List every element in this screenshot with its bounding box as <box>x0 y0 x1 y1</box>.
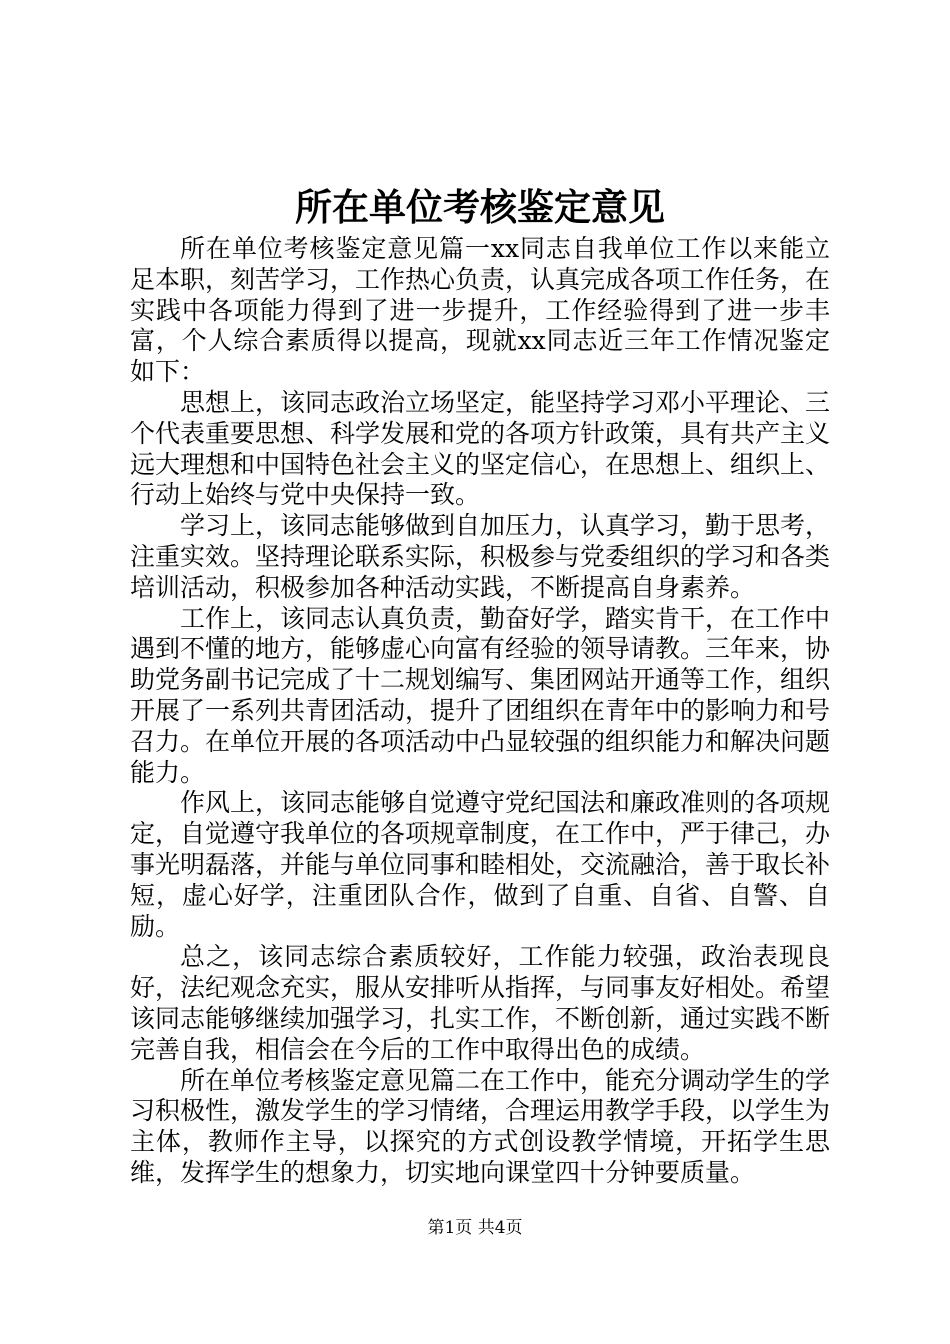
document-title: 所在单位考核鉴定意见 <box>295 185 665 229</box>
paragraph-7: 所在单位考核鉴定意见篇二在工作中，能充分调动学生的学习积极性，激发学生的学习情绪，合理运用教学手段，以学生为主体，教师作主导，以探究的方式创设教学情境，开拓学生思维，发挥学生的想象力，切实地向课堂四十分钟要质量。 <box>130 1065 831 1187</box>
paragraph-2: 思想上，该同志政治立场坚定，能坚持学习邓小平理论、三个代表重要思想、科学发展和党的各项方针政策，具有共产主义远大理想和中国特色社会主义的坚定信心，在思想上、组织上、行动上始终与党中央保持一致。 <box>130 387 831 510</box>
paragraph-5: 作风上，该同志能够自觉遵守党纪国法和廉政准则的各项规定，自觉遵守我单位的各项规章制度，在工作中，严于律己，办事光明磊落，并能与单位同事和睦相处，交流融洽，善于取长补短，虚心好学，注重团队合作，做到了自重、自省、自警、自励。 <box>130 788 831 941</box>
paragraph-4: 工作上，该同志认真负责，勤奋好学，踏实肯干，在工作中遇到不懂的地方，能够虚心向富有经验的领导请教。三年来，协助党务副书记完成了十二规划编写、集团网站开通等工作，组织开展了一系列共青团活动，提升了团组织在青年中的影响力和号召力。在单位开展的各项活动中凸显较强的组织能力和解决问题能力。 <box>130 603 831 787</box>
paragraph-3: 学习上，该同志能够做到自加压力，认真学习，勤于思考，注重实效。坚持理论联系实际，积极参与党委组织的学习和各类培训活动，积极参加各种活动实践，不断提高自身素养。 <box>130 511 831 602</box>
paragraph-6: 总之，该同志综合素质较好，工作能力较强，政治表现良好，法纪观念充实，服从安排听从指挥，与同事友好相处。希望该同志能够继续加强学习，扎实工作，不断创新，通过实践不断完善自我，相信会在今后的工作中取得出色的成绩。 <box>130 942 831 1064</box>
document-body <box>130 234 830 1189</box>
page-number-footer: 第1页 共4页 <box>427 1218 523 1238</box>
paragraph-1: 所在单位考核鉴定意见篇一xx同志自我单位工作以来能立足本职，刻苦学习，工作热心负责，认真完成各项工作任务，在实践中各项能力得到了进一步提升，工作经验得到了进一步丰富，个人综合素质得以提高，现就xx同志近三年工作情况鉴定如下： <box>130 234 831 387</box>
